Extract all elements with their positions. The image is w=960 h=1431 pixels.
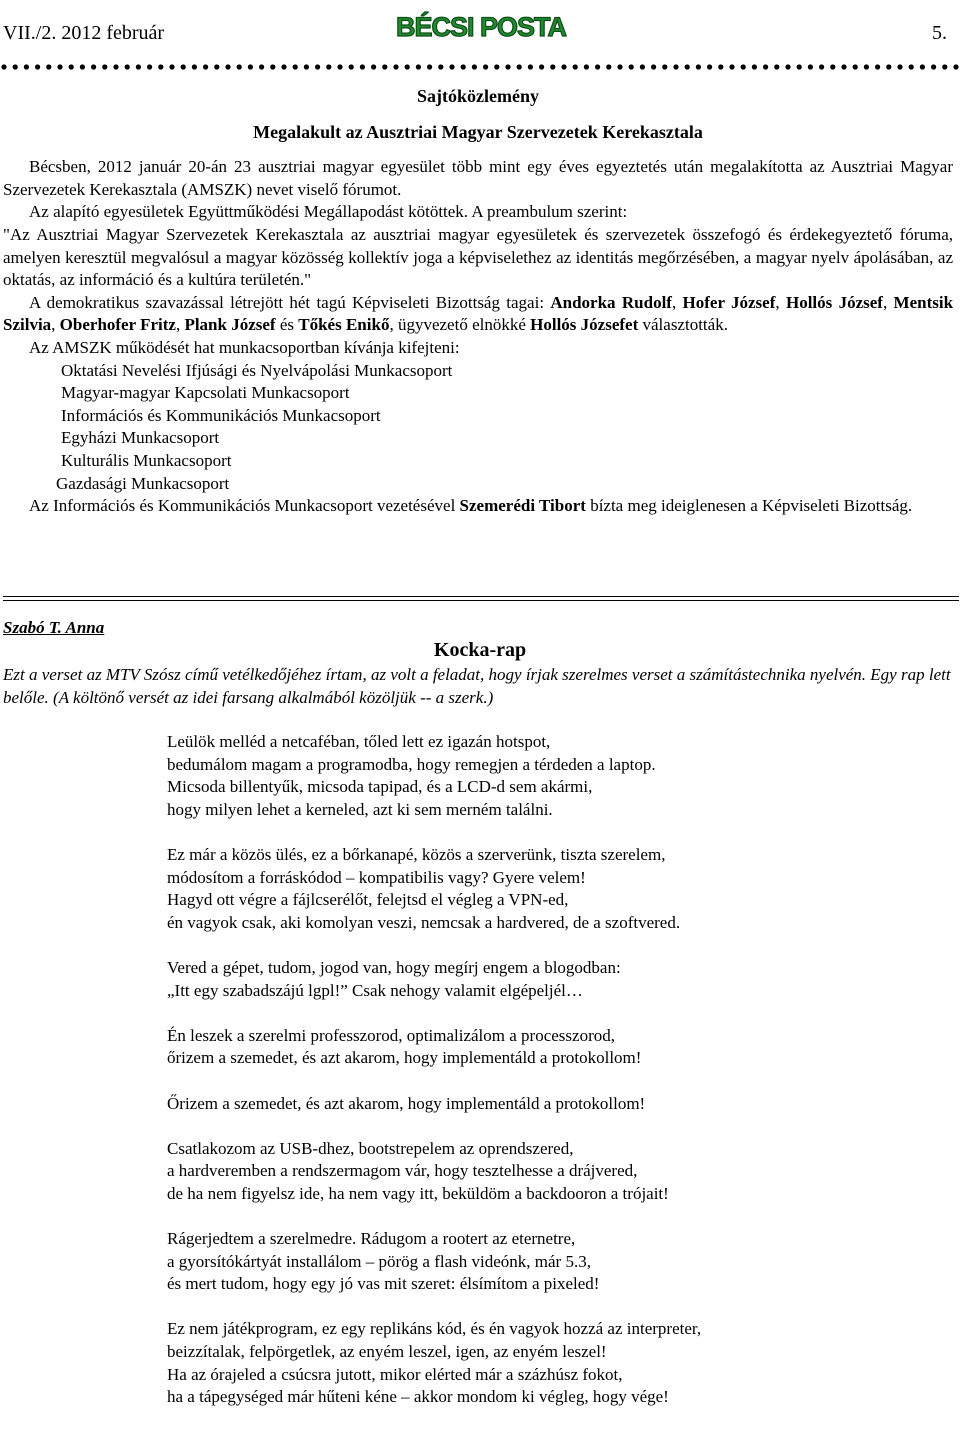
- list-item: Magyar-magyar Kapcsolati Munkacsoport: [61, 383, 350, 403]
- poem-stanza: [167, 731, 927, 821]
- poem-line: hogy milyen lehet a kerneled, azt ki sem merném találni.: [167, 799, 553, 819]
- poem-line: bedumálom magam a programodba, hogy remegjen a térdeden a laptop.: [167, 754, 656, 774]
- press-paragraph-3: "Az Ausztriai Magyar Szervezetek Kerekasztala az ausztriai magyar egyesületek és szervezetek összefogó és érdekegyeztető fóruma, amelyen keresztül megvalósul a magyar közösség kollektív joga a képviselethez az identitás megőrzésében, a magyar nyelv ápolásában, az oktatás, az információ és a kultúra területén.": [3, 224, 953, 290]
- poem-line: ha a tápegységed már hűteni kéne – akkor mondom ki végleg, hogy vége!: [167, 1387, 669, 1407]
- working-groups-list: [3, 360, 953, 496]
- poem-line: és mert tudom, hogy egy jó vas mit szeret: élsímítom a pixeled!: [167, 1274, 600, 1294]
- poem-line: a hardveremben a rendszermagom vár, hogy tesztelhesse a drájvered,: [167, 1161, 638, 1181]
- poem-line: Leülök melléd a netcaféban, tőled lett ez igazán hotspot,: [167, 732, 551, 751]
- poem-line: „Itt egy szabadszájú lgpl!” Csak nehogy valamit elgépeljél…: [167, 980, 583, 1000]
- member-name: Andorka Rudolf: [550, 292, 672, 312]
- poem-line: Rágerjedtem a szerelmedre. Rádugom a rootert az eternetre,: [167, 1229, 576, 1249]
- issue-label: VII./2. 2012 február: [3, 22, 165, 44]
- poem-line: beizzítalak, felpörgetlek, az enyém leszel, igen, az enyém leszel!: [167, 1342, 607, 1362]
- list-item: Kulturális Munkacsoport: [61, 450, 232, 470]
- press-release: [3, 85, 953, 518]
- press-paragraph-5: Az AMSZK működését hat munkacsoportban kívánja kifejteni:: [29, 337, 460, 357]
- member-name: Tőkés Enikő: [298, 315, 390, 335]
- poem-line: Hagyd ott végre a fájlcserélőt, felejtsd el végleg a VPN-ed,: [167, 890, 569, 910]
- press-paragraph-4: A demokratikus szavazással létrejött hét tagú Képviseleti Bizottság tagai: Andorka Rudolf, Hofer József, Hollós József, Mentsik Szilvia, Oberhofer Fritz, Plank József és Tőkés Enikő, ügyvezető elnökké Hollós Józsefet választották.: [3, 292, 954, 335]
- member-name: Oberhofer Fritz: [59, 315, 176, 335]
- poem-line: Ez már a közös ülés, ez a bőrkanapé, közös a szerverünk, tiszta szerelem,: [167, 844, 666, 864]
- poem-line: Ha az órajeled a csúcsra jutott, mikor elérted már a százhúsz fokot,: [167, 1364, 623, 1384]
- member-name: Hollós József: [785, 292, 883, 312]
- poem-stanza: [167, 1093, 927, 1116]
- poem-line: Csatlakozom az USB-dhez, bootstrepelem az oprendszered,: [167, 1138, 574, 1158]
- press-subtitle: Megalakult az Ausztriai Magyar Szervezetek Kerekasztala: [253, 121, 703, 142]
- poem-line: módosítom a forráskódod – kompatibilis vagy? Gyere velem!: [167, 867, 586, 887]
- press-paragraph-6: Az Információs és Kommunikációs Munkacsoport vezetésével Szemerédi Tibort bízta meg ideiglenesen a Képviseleti Bizottság.: [29, 496, 913, 516]
- press-paragraph-1: Bécsben, 2012 január 20-án 23 ausztriai magyar egyesület több mint egy éves egyeztetés után megalakította az Ausztriai Magyar Szervezetek Kerekasztala (AMSZK) nevet viselő fórumot.: [3, 157, 953, 199]
- poem-line: Micsoda billentyűk, micsoda tapipad, és a LCD-d sem akármi,: [167, 777, 593, 797]
- poem-line: Ez nem játékprogram, ez egy replikáns kód, és én vagyok hozzá az interpreter,: [167, 1319, 702, 1339]
- list-item: Oktatási Nevelési Ifjúsági és Nyelvápolási Munkacsoport: [61, 360, 453, 380]
- poem-stanza: [167, 1025, 927, 1070]
- appointee-name: Szemerédi Tibort: [459, 496, 586, 516]
- svg-text:BÉCSI POSTA: BÉCSI POSTA: [395, 12, 567, 42]
- poem-intro: Ezt a verset az MTV Szósz című vetélkedőjéhez írtam, az volt a feladat, hogy írjak szerelmes verset a számítástechnika nyelvén. Egy rap lett belőle. (A költönő versét az idei farsang alkalmából közöljük -- a szerk.): [3, 665, 951, 707]
- becsi-posta-logo: [395, 8, 567, 44]
- poem-line: a gyorsítókártyát installálom – pörög a flash videónk, már 5.3,: [167, 1251, 591, 1271]
- list-item: Egyházi Munkacsoport: [61, 428, 220, 448]
- poem-line: én vagyok csak, aki komolyan veszi, nemcsak a hardvered, de a szoftvered.: [167, 912, 681, 932]
- poem-body: [167, 731, 927, 1431]
- press-title: Sajtóközlemény: [417, 86, 539, 106]
- poem-title: Kocka-rap: [433, 639, 527, 661]
- poem-line: Én leszek a szerelmi professzorod, optimalizálom a processzorod,: [167, 1025, 615, 1045]
- poem-stanza: [167, 844, 927, 934]
- poem-line: Vered a gépet, tudom, jogod van, hogy megírj engem a blogodban:: [167, 957, 621, 977]
- member-name: Hofer József: [682, 292, 776, 312]
- poem-author: Szabó T. Anna: [3, 618, 105, 637]
- dotted-divider: [0, 62, 960, 72]
- section-divider-top: [3, 596, 959, 597]
- press-paragraph-2a: Az alapító egyesületek Együttműködési Megállapodást kötöttek.: [29, 202, 469, 222]
- page-number: 5.: [932, 22, 947, 44]
- poem-stanza: [167, 1228, 927, 1296]
- poem-stanza: [167, 1318, 927, 1408]
- poem-stanza: [167, 1138, 927, 1206]
- poem-line: őrizem a szemedet, és azt akarom, hogy implementáld a protokollom!: [167, 1048, 642, 1068]
- member-name: Mentsik Szilvia: [3, 292, 954, 335]
- poem-stanza: [167, 957, 927, 1002]
- poem-line: de ha nem figyelsz ide, ha nem vagy itt, beküldöm a backdooron a trójait!: [167, 1183, 669, 1203]
- poem-line: Őrizem a szemedet, és azt akarom, hogy implementáld a protokollom!: [167, 1093, 646, 1113]
- chair-name: Hollós Józsefet: [530, 315, 639, 335]
- press-paragraph-2b: A preambulum szerint:: [468, 202, 628, 222]
- members-intro: A demokratikus szavazással létrejött hét tagú Képviseleti Bizottság tagai:: [29, 292, 551, 312]
- list-item: Információs és Kommunikációs Munkacsoport: [61, 405, 381, 425]
- press-paragraph-2: [3, 201, 953, 224]
- section-divider-bottom: [3, 600, 959, 601]
- list-item: Gazdasági Munkacsoport: [56, 473, 230, 493]
- page-header: [3, 8, 947, 54]
- member-name: Plank József: [184, 315, 276, 335]
